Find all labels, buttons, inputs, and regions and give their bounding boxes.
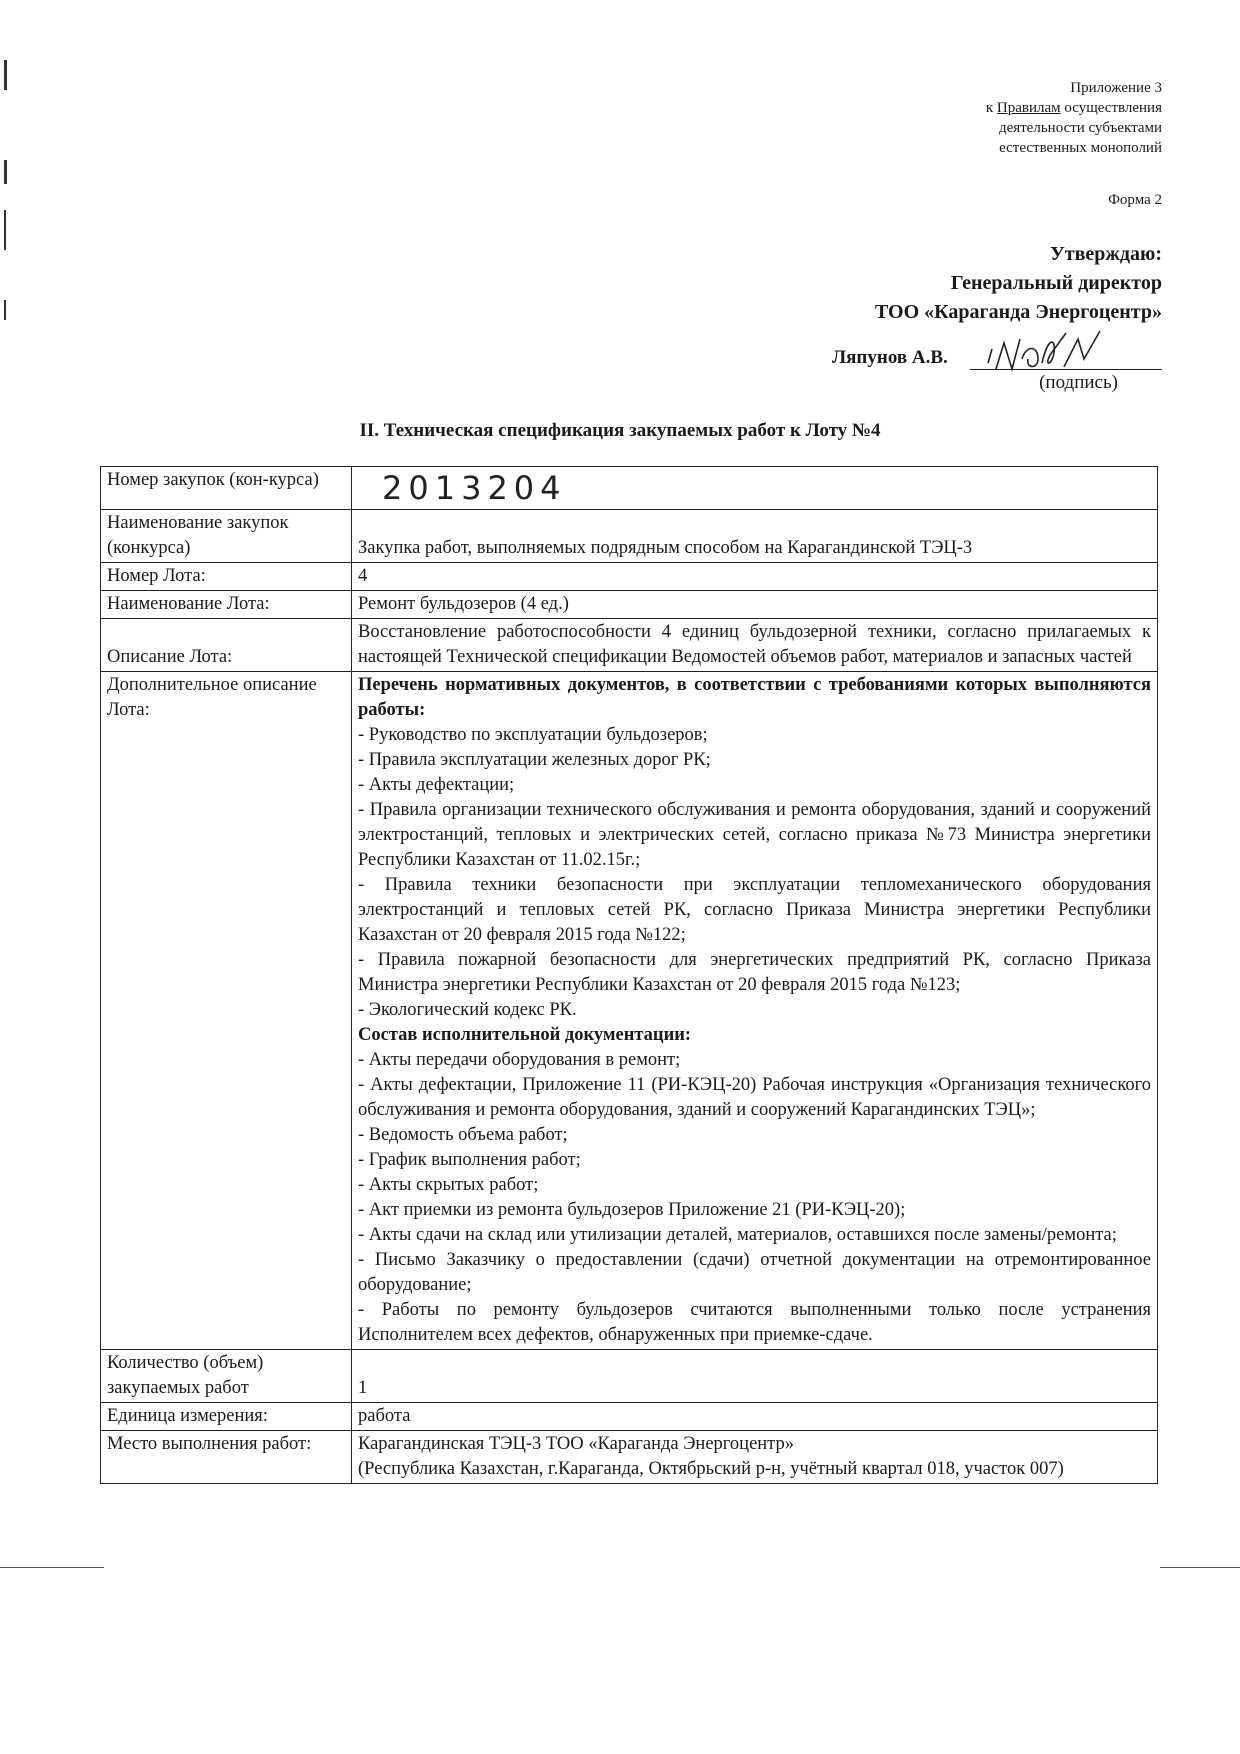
- procurement-name-value: Закупка работ, выполняемых подрядным способом на Карагандинской ТЭЦ-3: [352, 510, 1158, 563]
- list-item: - Акты дефектации;: [358, 775, 515, 795]
- appendix-text: осуществления: [1060, 100, 1162, 116]
- appendix-line: [986, 98, 1162, 118]
- appendix-header: [986, 78, 1162, 158]
- list-item: - Руководство по эксплуатации бульдозеров;: [358, 725, 708, 745]
- form-number: Форма 2: [1108, 192, 1162, 208]
- list-item: - Акт приемки из ремонта бульдозеров Приложение 21 (РИ-КЭЦ-20);: [358, 1200, 906, 1220]
- rules-link: Правилам: [996, 100, 1061, 116]
- scan-artifact: [4, 300, 6, 320]
- table-row: [101, 563, 1158, 591]
- quantity-label: Количество (объем) закупаемых работ: [101, 1350, 352, 1403]
- approval-line: Утверждаю:: [1050, 243, 1162, 265]
- scan-artifact: [4, 160, 7, 184]
- table-row: [101, 467, 1158, 510]
- approval-block: [875, 240, 1162, 327]
- appendix-line: деятельности субъектами: [998, 120, 1162, 136]
- list-item: - Правила организации технического обслуживания и ремонта оборудования, зданий и сооружений электростанций, тепловых и электрических сетей, согласно приказа №73 Министра энергетики Республики Казахстан от 11.02.15г.;: [358, 800, 1151, 870]
- list-item: - Акты дефектации, Приложение 11 (РИ-КЭЦ-20) Рабочая инструкция «Организация технического обслуживания и ремонта оборудования, зданий и сооружений Карагандинских ТЭЦ»;: [358, 1075, 1151, 1120]
- scan-artifact: [0, 1567, 104, 1568]
- handwritten-number: 2013204: [382, 469, 567, 507]
- lot-name-label: Наименование Лота:: [101, 591, 352, 619]
- location-value: [352, 1431, 1158, 1484]
- list-item: - Акты сдачи на склад или утилизации деталей, материалов, оставшихся после замены/ремонта;: [358, 1225, 1117, 1245]
- signature-row: [832, 343, 1162, 373]
- list-item: - Ведомость объема работ;: [358, 1125, 568, 1145]
- list-item: - Письмо Заказчику о предоставлении (сдачи) отчетной документации на отремонтированное оборудование;: [358, 1250, 1151, 1295]
- scan-artifact: [4, 60, 7, 90]
- table-row: [101, 1350, 1158, 1403]
- section-title: II. Техническая спецификация закупаемых работ к Лоту №4: [359, 420, 881, 441]
- table-row: [101, 1403, 1158, 1431]
- table-row: [101, 619, 1158, 672]
- scan-artifact: [4, 210, 6, 250]
- procurement-number-value: [352, 467, 1158, 510]
- specification-table: [100, 466, 1158, 1484]
- appendix-text: к: [985, 100, 997, 116]
- procurement-name-label: Наименование закупок (конкурса): [101, 510, 352, 563]
- procurement-number-label: Номер закупок (кон-курса): [101, 467, 352, 510]
- table-row: [101, 510, 1158, 563]
- lot-name-value: Ремонт бульдозеров (4 ед.): [352, 591, 1158, 619]
- signer-name: Ляпунов А.В.: [832, 347, 948, 368]
- table-row: [101, 591, 1158, 619]
- table-row: [101, 672, 1158, 1350]
- appendix-line: естественных монополий: [999, 140, 1162, 156]
- unit-label: Единица измерения:: [101, 1403, 352, 1431]
- list-item: - Акты скрытых работ;: [358, 1175, 539, 1195]
- list-item: - Акты передачи оборудования в ремонт;: [358, 1050, 681, 1070]
- additional-description-value: [352, 672, 1158, 1350]
- location-label: Место выполнения работ:: [101, 1431, 352, 1484]
- location-line: (Республика Казахстан, г.Караганда, Октябрьский р-н, учётный квартал 018, участок 007): [358, 1459, 1064, 1479]
- lot-number-value: 4: [352, 563, 1158, 591]
- location-line: Карагандинская ТЭЦ-3 ТОО «Караганда Энергоцентр»: [358, 1434, 794, 1454]
- list-item: - Работы по ремонту бульдозеров считаются выполненными только после устранения Исполнителем всех дефектов, обнаруженных при приемке-сдаче.: [358, 1300, 1151, 1345]
- additional-description-label: Дополнительное описание Лота:: [101, 672, 352, 1350]
- approval-line: Генеральный директор: [950, 272, 1162, 294]
- quantity-value: 1: [352, 1350, 1158, 1403]
- list-item: - Правила пожарной безопасности для энергетических предприятий РК, согласно Приказа Министра энергетики Республики Казахстан от 20 февраля 2015 года №123;: [358, 950, 1151, 995]
- table-row: [101, 1431, 1158, 1484]
- appendix-line: Приложение 3: [1070, 80, 1162, 96]
- approval-line: ТОО «Караганда Энергоцентр»: [874, 301, 1162, 323]
- executive-docs-heading: Состав исполнительной документации:: [358, 1025, 692, 1045]
- scan-artifact: [1160, 1567, 1240, 1568]
- lot-description-label: Описание Лота:: [101, 619, 352, 672]
- lot-description-value: Восстановление работоспособности 4 единиц бульдозерной техники, согласно прилагаемых к настоящей Технической спецификации Ведомостей объемов работ, материалов и запасных частей: [352, 619, 1158, 672]
- signature-caption: (подпись): [1039, 372, 1118, 393]
- unit-value: работа: [352, 1403, 1158, 1431]
- handwritten-signature: [982, 329, 1112, 377]
- list-item: - Правила техники безопасности при эксплуатации тепломеханического оборудования электростанций и тепловых сетей РК, согласно Приказа Министра энергетики Республики Казахстан от 20 февраля 2015 года №122;: [358, 875, 1151, 945]
- list-item: - Экологический кодекс РК.: [358, 1000, 577, 1020]
- list-item: - Правила эксплуатации железных дорог РК;: [358, 750, 711, 770]
- lot-number-label: Номер Лота:: [101, 563, 352, 591]
- list-item: - График выполнения работ;: [358, 1150, 581, 1170]
- normative-docs-heading: Перечень нормативных документов, в соответствии с требованиями которых выполняются работы:: [358, 675, 1151, 720]
